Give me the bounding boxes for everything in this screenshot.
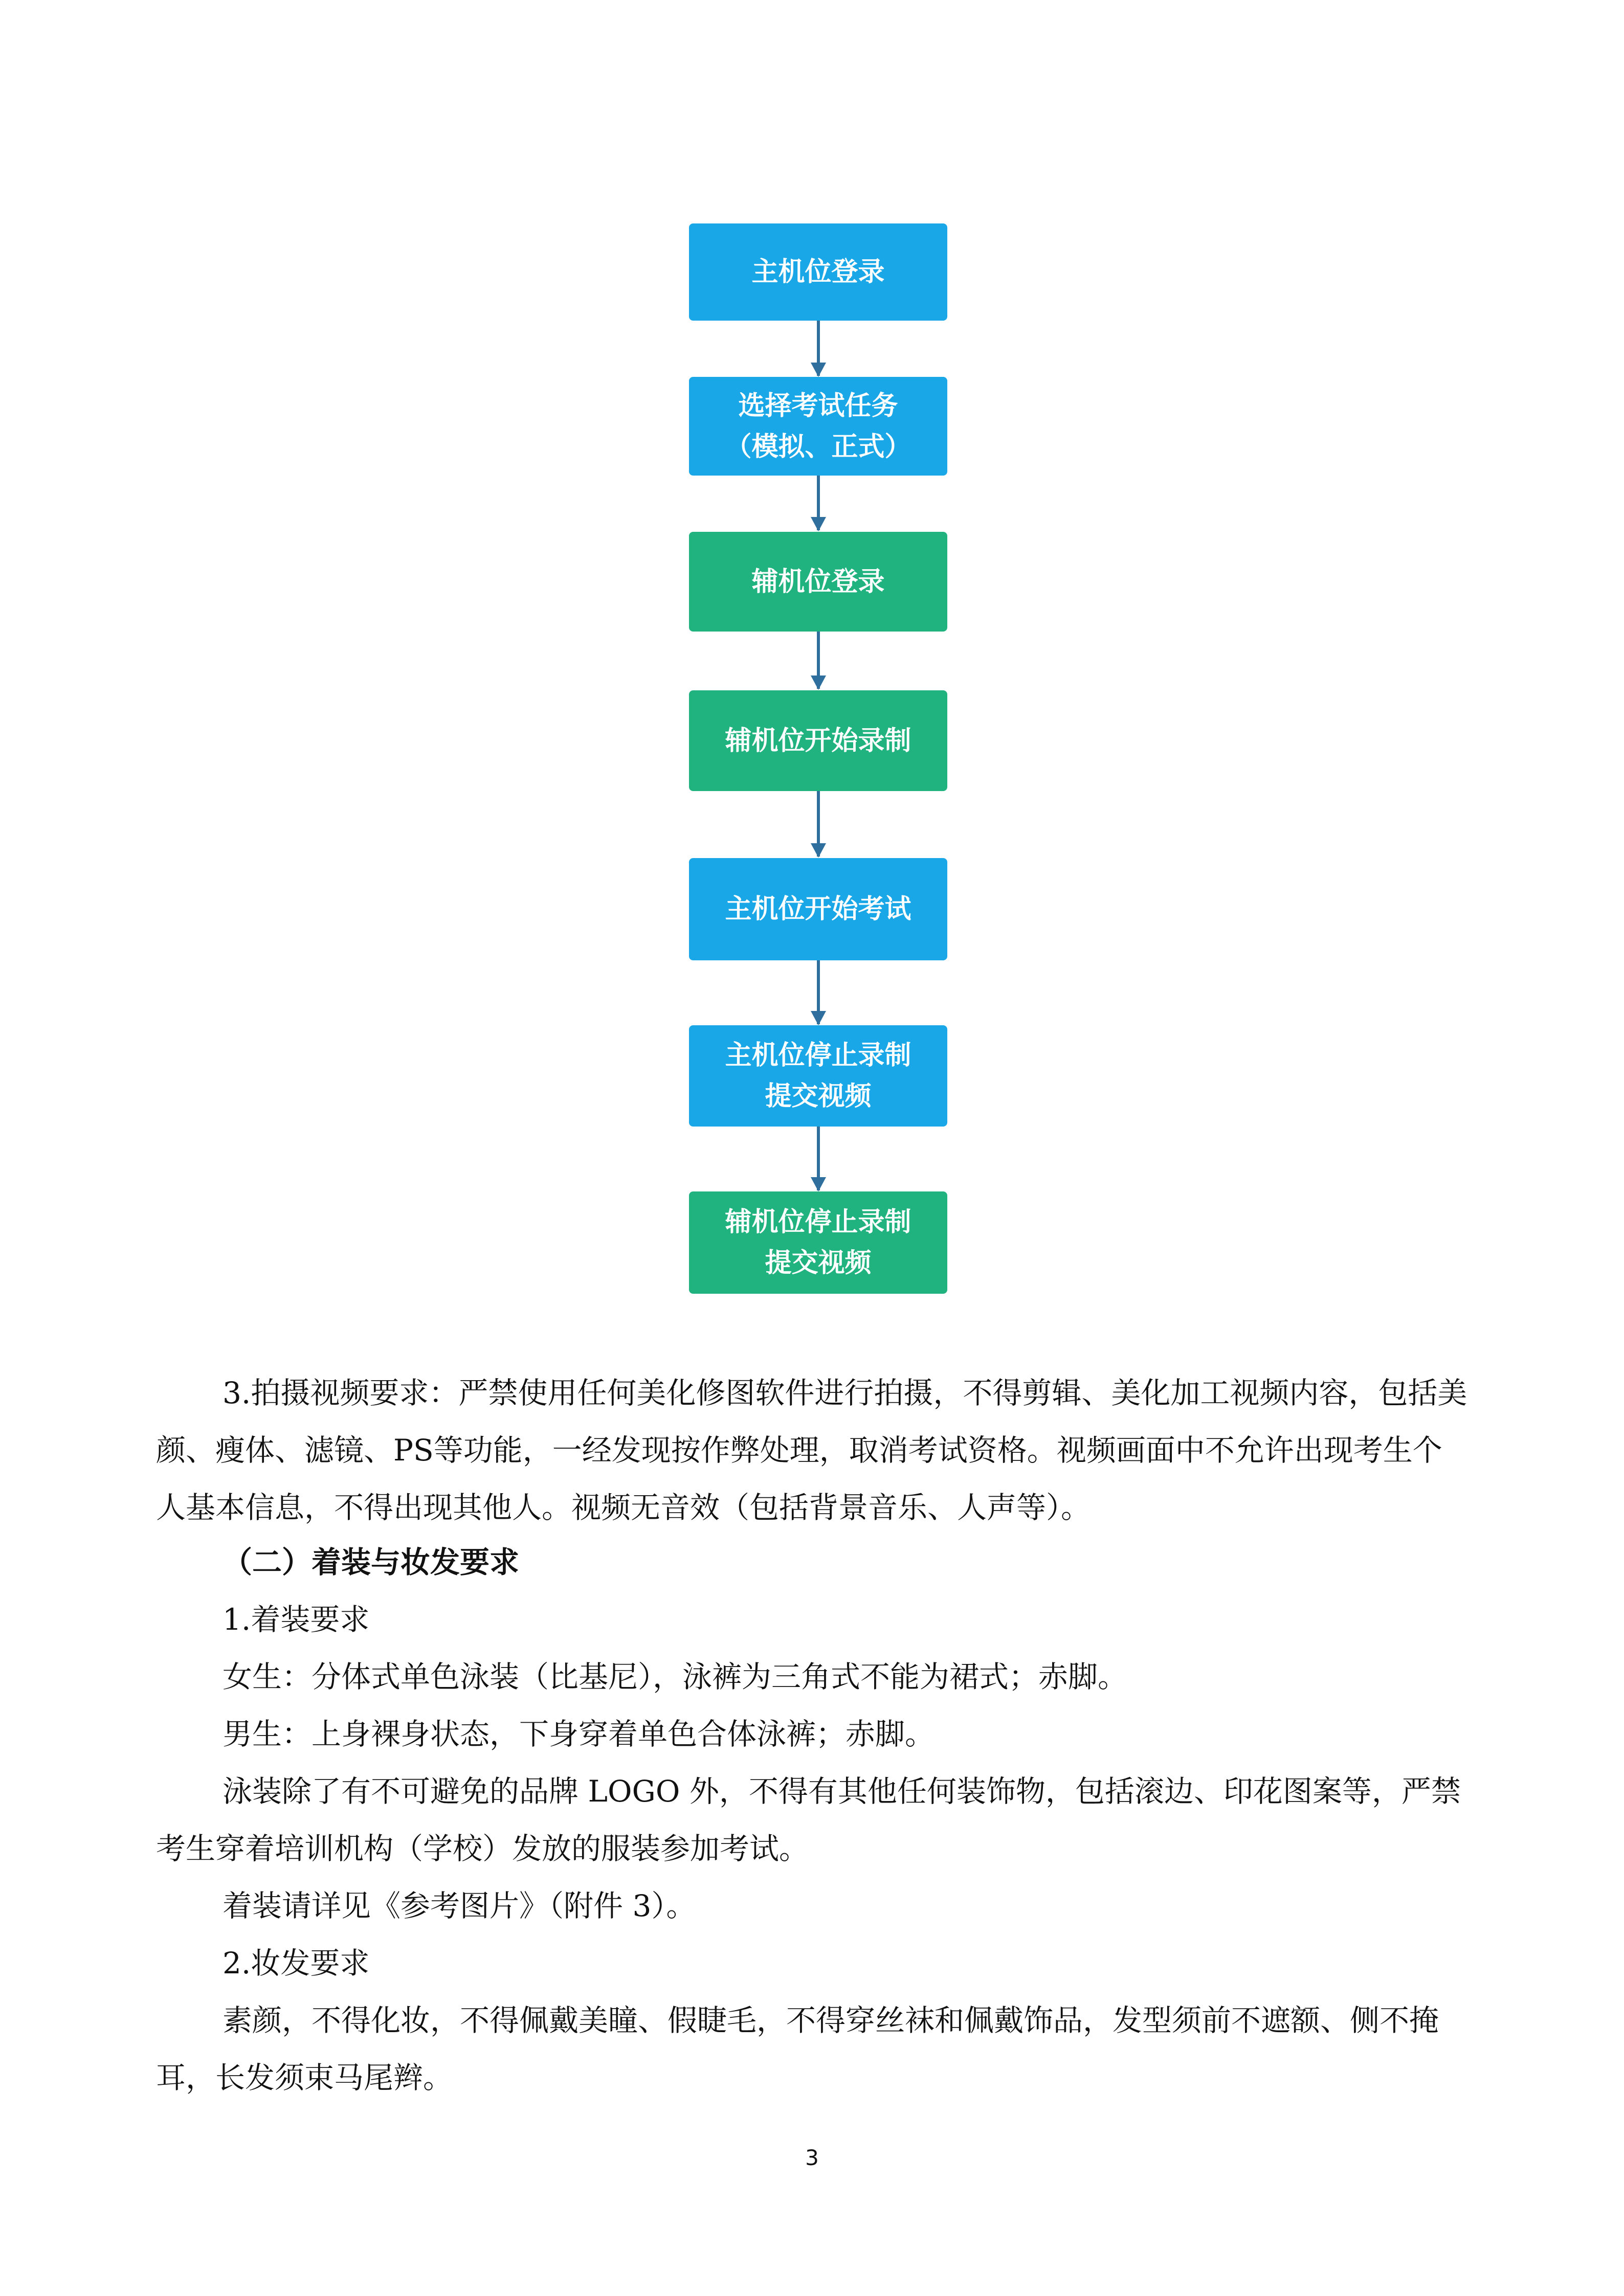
flow-step-main-stop-submit xyxy=(689,1025,947,1127)
flow-step-aux-start-recording xyxy=(689,690,947,791)
paragraph-swimwear: 泳装除了有不可避免的品牌 LOGO 外，不得有其他任何装饰物，包括滚边、印花图案等，严禁考生穿着培训机构（学校）发放的服装参加考试。 xyxy=(156,1774,1461,1866)
flow-step-text: 选择考试任务 xyxy=(738,390,898,421)
flow-step-main-start-exam xyxy=(689,858,947,960)
flow-step-select-task xyxy=(689,377,947,476)
flow-step-text: 提交视频 xyxy=(765,1248,872,1278)
flow-arrow xyxy=(817,960,820,1024)
flow-arrow xyxy=(817,632,820,689)
paragraph-makeup: 素颜，不得化妆，不得佩戴美瞳、假睫毛，不得穿丝袜和佩戴饰品，发型须前不遮额、侧不掩耳，长发须束马尾辫。 xyxy=(156,2003,1439,2095)
flow-step-aux-stop-submit xyxy=(689,1191,947,1294)
flow-arrow xyxy=(817,791,820,857)
flow-step-text: 主机位登录 xyxy=(751,257,885,287)
flow-arrow xyxy=(817,476,820,530)
flow-arrow xyxy=(817,1127,820,1190)
section-heading-dress: （二）着装与妆发要求 xyxy=(223,1545,520,1580)
flow-step-text: 辅机位登录 xyxy=(751,566,885,597)
flow-step-aux-login xyxy=(689,532,947,632)
paragraph-male: 男生：上身裸身状态，下身穿着单色合体泳裤；赤脚。 xyxy=(223,1717,935,1751)
flow-step-text: 辅机位开始录制 xyxy=(725,725,911,756)
flow-arrow xyxy=(817,321,820,376)
flow-step-text: 辅机位停止录制 xyxy=(725,1207,911,1237)
paragraph-reference: 着装请详见《参考图片》（附件 3）。 xyxy=(223,1888,696,1923)
paragraph-makeup-title: 2.妆发要求 xyxy=(223,1946,370,1980)
flow-step-main-login xyxy=(689,223,947,321)
flow-step-text: （模拟、正式） xyxy=(725,431,911,462)
flow-step-text: 主机位停止录制 xyxy=(725,1040,911,1071)
page-number: 3 xyxy=(805,2145,819,2170)
flow-step-text: 提交视频 xyxy=(765,1081,872,1112)
paragraph-female: 女生：分体式单色泳装（比基尼），泳裤为三角式不能为裙式；赤脚。 xyxy=(223,1659,1128,1694)
flow-step-text: 主机位开始考试 xyxy=(725,894,911,925)
paragraph-video-requirements: 3.拍摄视频要求：严禁使用任何美化修图软件进行拍摄，不得剪辑、美化加工视频内容，包括美颜、瘦体、滤镜、PS等功能，一经发现按作弊处理，取消考试资格。视频画面中不允许出现考生个人基本信息，不得出现其他人。视频无音效（包括背景音乐、人声等）。 xyxy=(156,1376,1467,1525)
paragraph-dress-title: 1.着装要求 xyxy=(223,1602,370,1637)
